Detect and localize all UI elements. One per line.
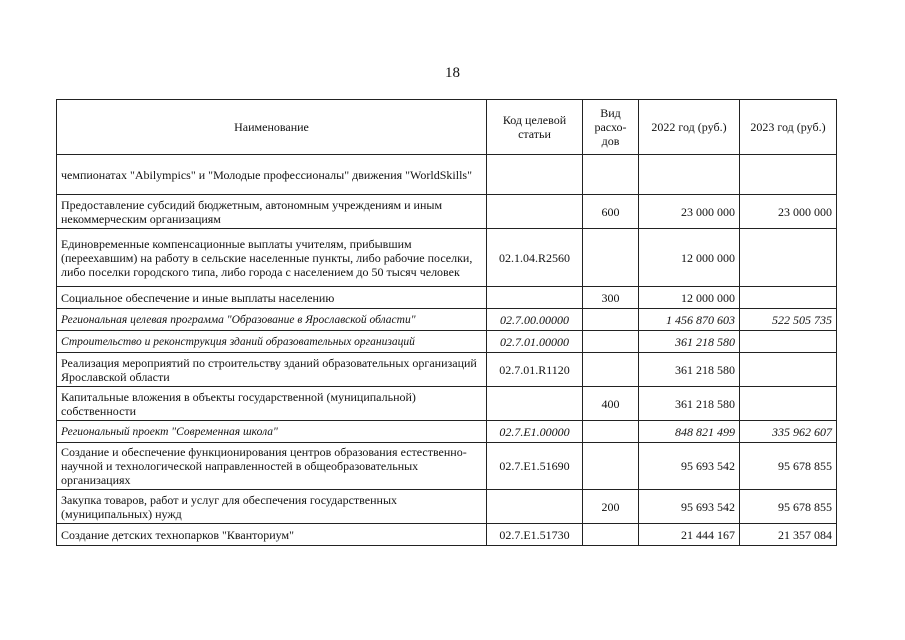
cell-amount-2022 [639,155,740,195]
table-row [57,195,837,229]
cell-name: Создание и обеспечение функционирования центров образования естественно-научной и технологической направленностей в общеобразовательных организациях [57,443,487,490]
cell-code: 02.7.E1.00000 [487,421,583,443]
cell-expense-type: 600 [583,195,639,229]
cell-amount-2022: 848 821 499 [639,421,740,443]
cell-name: Региональная целевая программа "Образование в Ярославской области" [57,309,487,331]
table-body [57,155,837,546]
table-row [57,524,837,546]
cell-expense-type [583,353,639,387]
cell-code: 02.7.00.00000 [487,309,583,331]
cell-amount-2023 [740,287,837,309]
table-row [57,287,837,309]
cell-amount-2022: 95 693 542 [639,443,740,490]
cell-code: 02.1.04.R2560 [487,229,583,287]
table-row [57,421,837,443]
cell-name: Закупка товаров, работ и услуг для обеспечения государственных (муниципальных) нужд [57,490,487,524]
cell-code [487,155,583,195]
cell-amount-2022: 361 218 580 [639,387,740,421]
header-name: Наименование [57,100,487,155]
table-row [57,155,837,195]
table-row [57,309,837,331]
cell-expense-type [583,229,639,287]
cell-code: 02.7.E1.51690 [487,443,583,490]
cell-amount-2023 [740,229,837,287]
cell-name: Создание детских технопарков "Кванториум" [57,524,487,546]
cell-amount-2022: 361 218 580 [639,353,740,387]
cell-amount-2022: 23 000 000 [639,195,740,229]
cell-name: Социальное обеспечение и иные выплаты населению [57,287,487,309]
cell-expense-type [583,331,639,353]
cell-code: 02.7.01.00000 [487,331,583,353]
cell-amount-2023: 95 678 855 [740,443,837,490]
table-row [57,331,837,353]
cell-code: 02.7.01.R1120 [487,353,583,387]
cell-amount-2022: 12 000 000 [639,229,740,287]
cell-amount-2023: 95 678 855 [740,490,837,524]
cell-code [487,490,583,524]
table-row [57,353,837,387]
cell-expense-type: 200 [583,490,639,524]
cell-amount-2022: 361 218 580 [639,331,740,353]
cell-amount-2023: 522 505 735 [740,309,837,331]
cell-code: 02.7.E1.51730 [487,524,583,546]
cell-expense-type: 300 [583,287,639,309]
cell-code [487,287,583,309]
cell-name: чемпионатах "Abilympics" и "Молодые профессионалы" движения "WorldSkills" [57,155,487,195]
header-type: Вид расхо-дов [583,100,639,155]
cell-amount-2023 [740,353,837,387]
header-code: Код целевой статьи [487,100,583,155]
cell-amount-2022: 21 444 167 [639,524,740,546]
cell-name: Реализация мероприятий по строительству зданий образовательных организаций Ярославской области [57,353,487,387]
cell-expense-type [583,309,639,331]
cell-expense-type [583,443,639,490]
cell-name: Предоставление субсидий бюджетным, автономным учреждениям и иным некоммерческим организациям [57,195,487,229]
table-header-row [57,100,837,155]
cell-amount-2022: 95 693 542 [639,490,740,524]
table-row [57,443,837,490]
cell-expense-type: 400 [583,387,639,421]
cell-name: Капитальные вложения в объекты государственной (муниципальной) собственности [57,387,487,421]
cell-amount-2023 [740,387,837,421]
cell-amount-2023 [740,331,837,353]
page-number: 18 [445,65,460,81]
cell-code [487,195,583,229]
cell-expense-type [583,524,639,546]
cell-expense-type [583,155,639,195]
cell-name: Строительство и реконструкция зданий образовательных организаций [57,331,487,353]
cell-amount-2022: 1 456 870 603 [639,309,740,331]
table-row [57,490,837,524]
cell-amount-2023: 335 962 607 [740,421,837,443]
header-2023: 2023 год (руб.) [740,100,837,155]
budget-table [56,99,837,546]
cell-name: Региональный проект "Современная школа" [57,421,487,443]
cell-amount-2023: 21 357 084 [740,524,837,546]
table-row [57,229,837,287]
cell-amount-2023 [740,155,837,195]
cell-amount-2022: 12 000 000 [639,287,740,309]
header-2022: 2022 год (руб.) [639,100,740,155]
cell-name: Единовременные компенсационные выплаты учителям, прибывшим (переехавшим) на работу в сельские населенные пункты, либо рабочие поселки, либо поселки городского типа, либо города с населением до 50 тысяч человек [57,229,487,287]
table-row [57,387,837,421]
cell-expense-type [583,421,639,443]
cell-code [487,387,583,421]
cell-amount-2023: 23 000 000 [740,195,837,229]
